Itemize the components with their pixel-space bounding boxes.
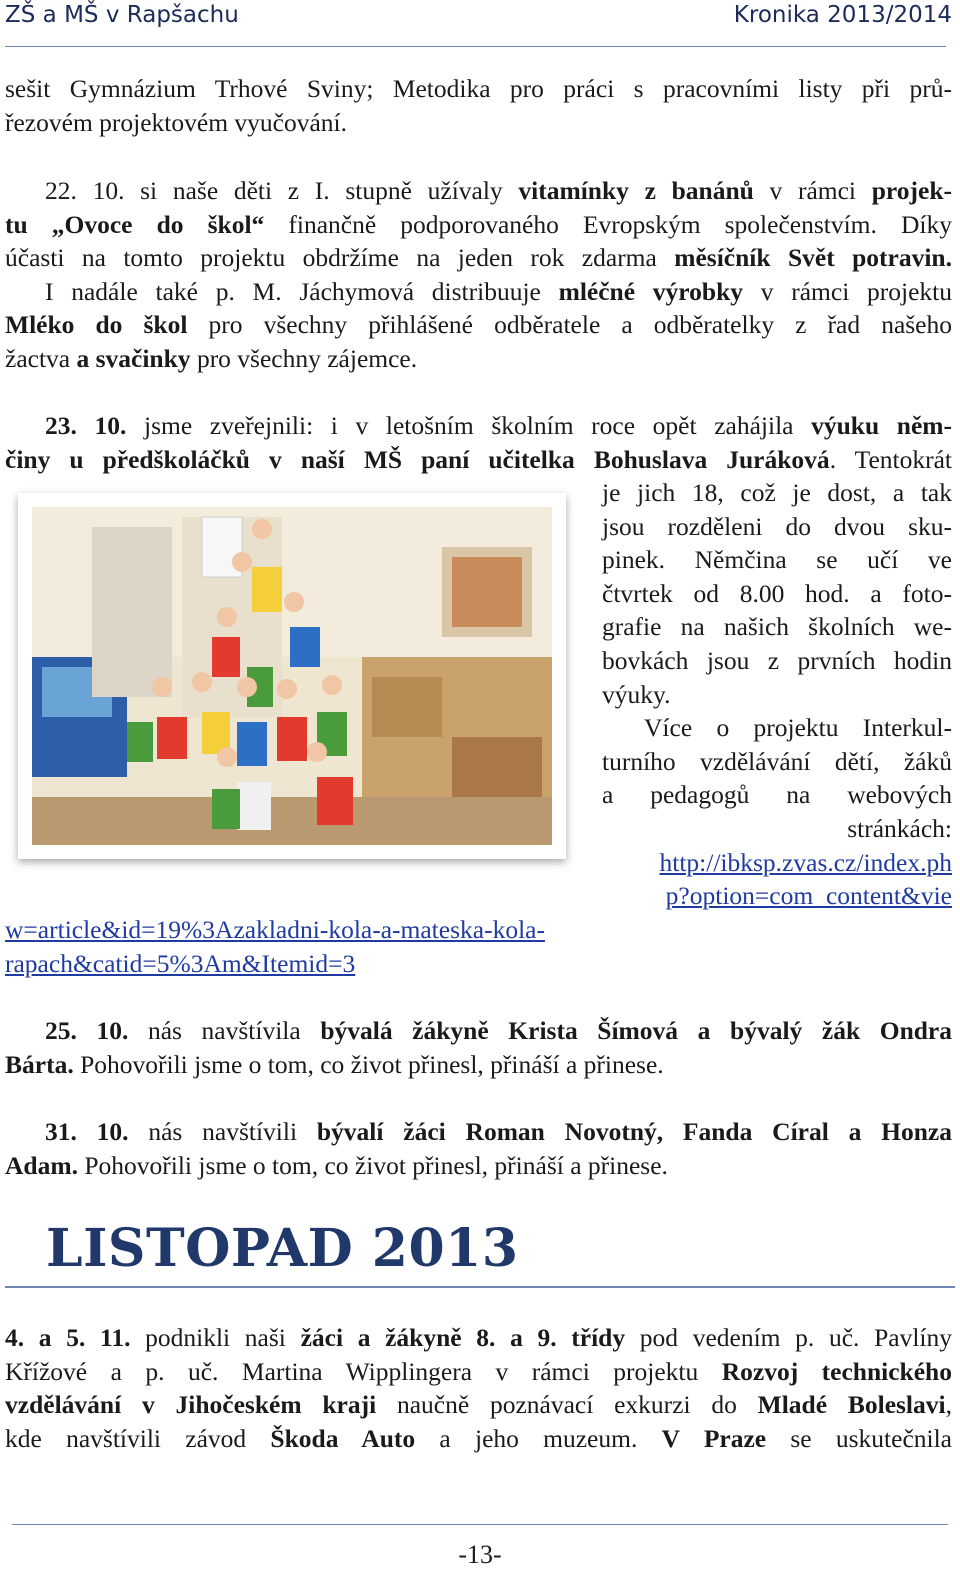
- text-line: 23. 10. jsme zveřejnili: i v letošním školním roce opět zahájila výuku něm-: [45, 411, 953, 440]
- text-line: je jich 18, což je dost, a tak: [602, 478, 952, 507]
- class-photo-frame: [18, 493, 566, 859]
- project-link[interactable]: p?option=com_content&vie: [665, 881, 952, 911]
- paragraph-25-10: [5, 1014, 952, 1081]
- paragraph-4-5-11: [5, 1321, 952, 1455]
- section-heading: LISTOPAD 2013: [46, 1218, 519, 1279]
- text-line: turního vzdělávání dětí, žáků: [602, 746, 952, 776]
- text-line: výuky.: [602, 679, 671, 709]
- link-line: [602, 879, 952, 913]
- text-line: jsou rozděleni do dvou sku-: [602, 511, 952, 541]
- text-line: sešit Gymnázium Trhové Sviny; Metodika pro práci s pracovními listy při prů-: [5, 74, 952, 103]
- text-line: Křížové a p. uč. Martina Wipplingera v rámci projektu Rozvoj technického: [5, 1356, 952, 1386]
- project-link[interactable]: rapach&catid=5%3Am&Itemid=3: [5, 948, 356, 978]
- text-line: grafie na našich školních we-: [602, 612, 952, 642]
- text-line: čtvrtek od 8.00 hod. a foto-: [602, 578, 952, 608]
- text-line: a pedagogů na webových: [602, 780, 952, 810]
- children-photo: [32, 507, 552, 845]
- link-continuation: [5, 913, 952, 980]
- text-line: kde navštívili závod Škoda Auto a jeho muzeum. V Praze se uskutečnila: [5, 1423, 953, 1453]
- text-line: Adam. Pohovořili jsme o tom, co život přinesl, přináší a přinese.: [5, 1150, 668, 1180]
- link-line: [5, 913, 952, 947]
- text-line: Bárta. Pohovořili jsme o tom, co život přinesl, přináší a přinese.: [5, 1049, 664, 1079]
- link-line: [602, 846, 952, 880]
- paragraph-22-10: [5, 174, 952, 376]
- paragraph-continuation: [5, 72, 952, 139]
- text-line: 25. 10. nás navštívila bývalá žákyně Krista Šímová a bývalý žák Ondra: [45, 1016, 952, 1045]
- paragraph-31-10: [5, 1115, 952, 1182]
- children-photo-illustration: [32, 507, 552, 845]
- photo-side-text: [602, 476, 952, 913]
- text-line: 22. 10. si naše děti z I. stupně užívaly vitamínky z banánů v rámci projek-: [45, 176, 952, 205]
- text-line: stránkách:: [847, 813, 952, 843]
- paragraph-23-10: [5, 409, 952, 476]
- text-line: pinek. Němčina se učí ve: [602, 545, 952, 575]
- text-line: vzdělávání v Jihočeském kraji naučně poznávací exkurzi do Mladé Boleslavi,: [5, 1390, 952, 1420]
- project-link[interactable]: w=article&id=19%3Azakladni-kola-a-mateska-kola-: [5, 915, 545, 944]
- text-line: Více o projektu Interkul-: [644, 713, 952, 743]
- footer-rule: [12, 1524, 948, 1525]
- section-rule: [5, 1286, 955, 1288]
- page-header: [0, 0, 960, 40]
- text-line: účasti na tomto projektu obdržíme na jeden rok zdarma měsíčník Svět potravin.: [5, 243, 952, 273]
- text-line: 31. 10. nás navštívili bývalí žáci Roman Novotný, Fanda Círal a Honza: [45, 1117, 952, 1146]
- text-line: řezovém projektovém vyučování.: [5, 107, 348, 137]
- school-name: ZŠ a MŠ v Rapšachu: [5, 2, 239, 28]
- project-link[interactable]: http://ibksp.zvas.cz/index.ph: [659, 847, 952, 877]
- text-line: žactva a svačinky pro všechny zájemce.: [5, 343, 418, 373]
- text-line: činy u předškoláčků v naší MŠ paní učitelka Bohuslava Juráková. Tentokrát: [5, 444, 952, 474]
- chronicle-year: Kronika 2013/2014: [733, 2, 952, 28]
- text-line: tu „Ovoce do škol“ finančně podporovaného Evropským společenstvím. Díky: [5, 209, 952, 239]
- text-line: 4. a 5. 11. podnikli naši žáci a žákyně 8. a 9. třídy pod vedením p. uč. Pavlíny: [5, 1323, 952, 1352]
- text-line: bovkách jsou z prvních hodin: [602, 645, 952, 675]
- link-line: [5, 947, 952, 981]
- text-line: Mléko do škol pro všechny přihlášené odběratele a odběratelky z řad našeho: [5, 310, 952, 340]
- page-number: -13-: [458, 1540, 502, 1569]
- header-rule: [5, 46, 946, 47]
- text-line: I nadále také p. M. Jáchymová distribuuje mléčné výrobky v rámci projektu: [45, 276, 952, 306]
